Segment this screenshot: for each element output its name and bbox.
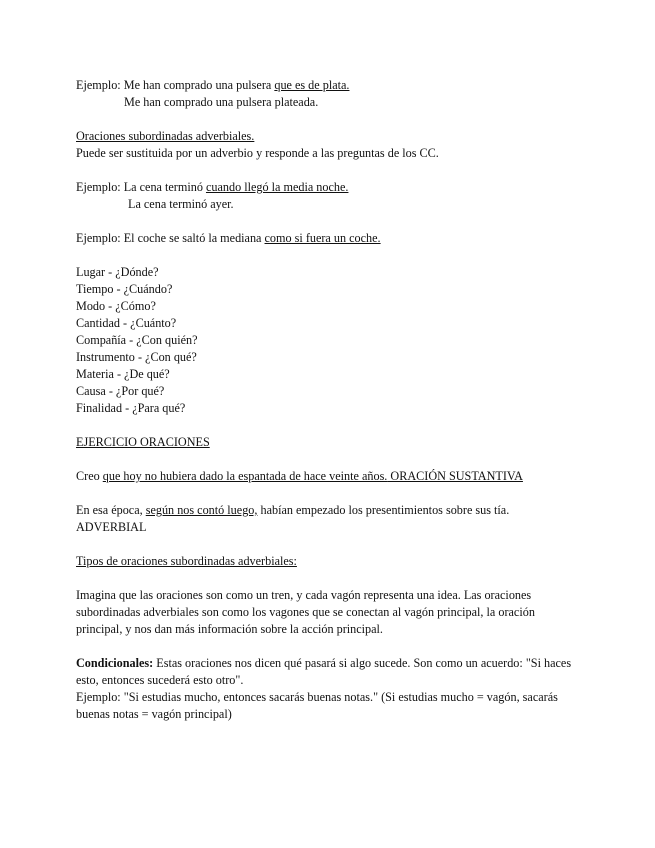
list-item: Instrumento - ¿Con qué?	[76, 350, 197, 364]
example-label: Ejemplo:	[76, 180, 124, 194]
spacer	[76, 570, 576, 587]
spacer	[76, 111, 576, 128]
spacer	[76, 485, 576, 502]
spacer	[76, 247, 576, 264]
example-2-line-1	[76, 179, 576, 196]
cc-question-list	[76, 264, 576, 417]
underlined-clause: según nos contó luego,	[145, 503, 258, 517]
example-label: Ejemplo:	[76, 231, 124, 245]
underlined-clause: como si fuera un coche.	[264, 231, 381, 245]
list-item: Tiempo - ¿Cuándo?	[76, 282, 173, 296]
sentence-text: habían empezado los presentimientos sobre sus tía.	[257, 503, 510, 517]
condicionales-label: Condicionales:	[76, 656, 154, 670]
list-item: Cantidad - ¿Cuánto?	[76, 316, 177, 330]
exercise-sentence-2	[76, 502, 576, 519]
underlined-clause: que hoy no hubiera dado la espantada de hace veinte años.	[102, 469, 388, 483]
section-heading-adverbiales: Oraciones subordinadas adverbiales.	[76, 129, 255, 143]
example-text: El coche se saltó la mediana	[123, 231, 265, 245]
exercise-sentence-1	[76, 468, 576, 485]
list-item: Causa - ¿Por qué?	[76, 384, 165, 398]
document-page	[76, 77, 576, 723]
spacer	[76, 213, 576, 230]
underlined-clause: que es de plata.	[274, 78, 350, 92]
example-1-line-1	[76, 77, 576, 94]
list-item: Compañía - ¿Con quién?	[76, 333, 198, 347]
clause-type-tag: ADVERBIAL	[76, 520, 147, 534]
list-item: Finalidad - ¿Para qué?	[76, 401, 186, 415]
clause-type-tag: ORACIÓN SUSTANTIVA	[387, 469, 523, 483]
condicionales-paragraph	[76, 655, 576, 689]
underlined-clause: cuando llegó la media noche.	[205, 180, 349, 194]
section-description: Puede ser sustituida por un adverbio y responde a las preguntas de los CC.	[76, 146, 439, 160]
sentence-text: En esa época,	[76, 503, 146, 517]
list-item: Materia - ¿De qué?	[76, 367, 170, 381]
spacer	[76, 162, 576, 179]
spacer	[76, 451, 576, 468]
example-2-line-2: La cena terminó ayer.	[128, 197, 234, 211]
example-text: La cena terminó	[123, 180, 206, 194]
section-heading-ejercicio: EJERCICIO ORACIONES	[76, 435, 210, 449]
list-item: Modo - ¿Cómo?	[76, 299, 156, 313]
condicionales-example: Ejemplo: "Si estudias mucho, entonces sacarás buenas notas." (Si estudias mucho = vagón, sacarás buenas notas = vagón principal)	[76, 690, 558, 721]
example-label: Ejemplo:	[76, 78, 124, 92]
spacer	[76, 536, 576, 553]
example-3-line-1	[76, 230, 576, 247]
spacer	[76, 638, 576, 655]
example-text: Me han comprado una pulsera	[123, 78, 275, 92]
sentence-text: Creo	[76, 469, 103, 483]
intro-paragraph: Imagina que las oraciones son como un tren, y cada vagón representa una idea. Las oraciones subordinadas adverbiales son como los vagones que se conectan al vagón principal, la oración principal, y nos dan más información sobre la acción principal.	[76, 588, 535, 636]
section-heading-tipos: Tipos de oraciones subordinadas adverbiales:	[76, 554, 297, 568]
spacer	[76, 417, 576, 434]
list-item: Lugar - ¿Dónde?	[76, 265, 159, 279]
condicionales-text: Estas oraciones nos dicen qué pasará si algo sucede. Son como un acuerdo: "Si haces esto, entonces sucederá esto otro".	[76, 656, 572, 687]
example-1-line-2: Me han comprado una pulsera plateada.	[124, 95, 319, 109]
